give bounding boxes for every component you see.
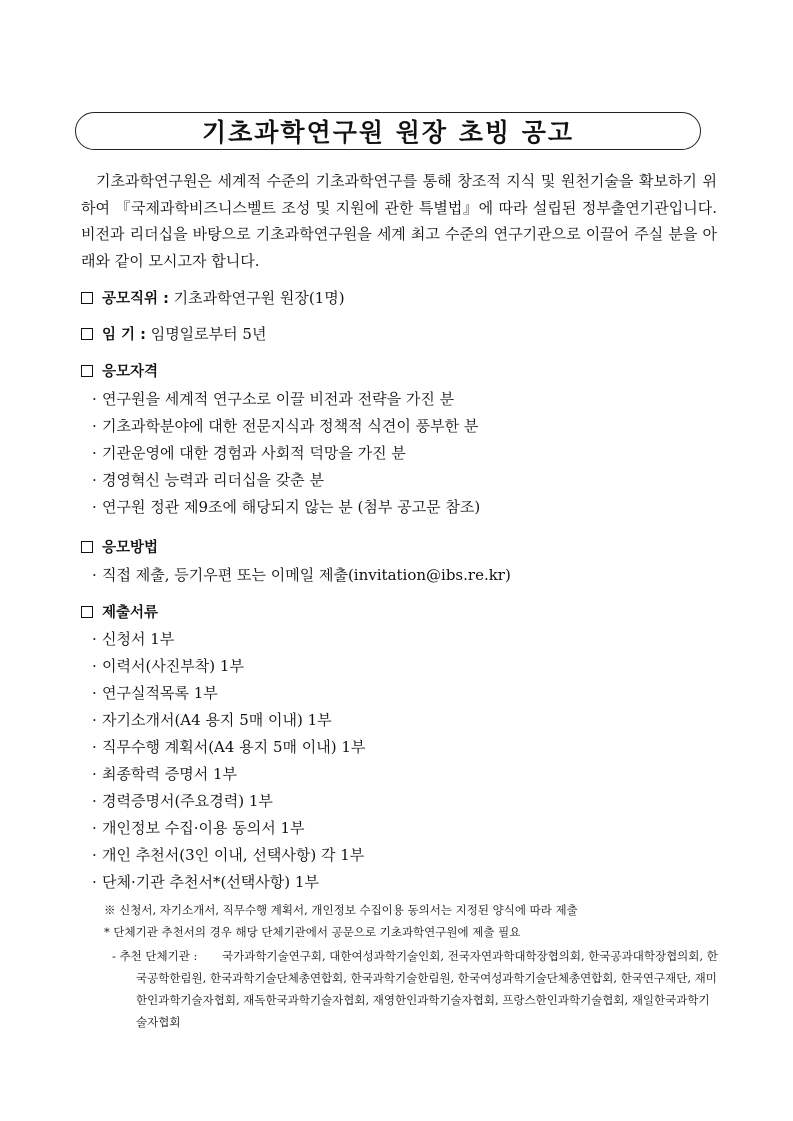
list-item: · 경영혁신 능력과 리더십을 갖춘 분 — [92, 471, 324, 489]
checkbox-square-icon — [81, 606, 93, 618]
list-item: · 경력증명서(주요경력) 1부 — [92, 792, 273, 810]
list-item: · 기초과학분야에 대한 전문지식과 정책적 식견이 풍부한 분 — [92, 417, 479, 435]
list-item: · 직접 제출, 등기우편 또는 이메일 제출(invitation@ibs.re.kr) — [92, 566, 511, 584]
title-banner — [75, 112, 701, 150]
list-item: · 연구원을 세계적 연구소로 이끌 비전과 전략을 가진 분 — [92, 390, 455, 408]
checkbox-square-icon — [81, 292, 93, 304]
list-item: · 연구원 정관 제9조에 해당되지 않는 분 (첨부 공고문 참조) — [92, 498, 481, 516]
term-label: 임 기 : — [102, 327, 146, 343]
documents-label: 제출서류 — [102, 605, 159, 621]
list-item: · 연구실적목록 1부 — [92, 684, 218, 702]
section-term — [81, 324, 266, 345]
section-documents — [81, 602, 158, 623]
checkbox-square-icon — [81, 541, 93, 553]
list-item: · 이력서(사진부착) 1부 — [92, 657, 244, 675]
list-item: · 신청서 1부 — [92, 630, 175, 648]
list-item: · 자기소개서(A4 용지 5매 이내) 1부 — [92, 711, 332, 729]
page-title: 기초과학연구원 원장 초빙 공고 — [201, 118, 575, 147]
position-label: 공모직위 : — [102, 291, 169, 307]
intro-paragraph: 기초과학연구원은 세계적 수준의 기초과학연구를 통해 창조적 지식 및 원천기술을 확보하기 위하여 『국제과학비즈니스벨트 조성 및 지원에 관한 특별법』에 따라 설립된 정부출연기관입니다. 비전과 리더십을 바탕으로 기초과학연구원을 세계 최고 수준의 연구기관으로 이끌어 주실 분을 아래와 같이 모시고자 합니다. — [81, 172, 717, 270]
list-item: · 최종학력 증명서 1부 — [92, 765, 238, 783]
section-qualifications — [81, 361, 158, 382]
section-method — [81, 537, 158, 558]
method-label: 응모방법 — [102, 540, 159, 556]
position-value: 기초과학연구원 원장(1명) — [173, 289, 345, 307]
list-item: · 개인 추천서(3인 이내, 선택사항) 각 1부 — [92, 846, 365, 864]
agencies-list: 국가과학기술연구회, 대한여성과학기술인회, 전국자연과학대학장협의회, 한국공과대학장협의회, 한국공학한림원, 한국과학기술단체총연합회, 한국과학기술한림원, 한국여성과학기술단체총연합회, 한국연구재단, 재미한인과학기술자협회, 재독한국과학기술자협회, 재영한인과학기술자협회, 프랑스한인과학기술협회, 재일한국과학기술자협회 — [136, 949, 718, 1029]
recommending-agencies — [112, 945, 720, 1033]
agencies-prefix: - 추천 단체기관 : — [112, 949, 198, 963]
checkbox-square-icon — [81, 365, 93, 377]
checkbox-square-icon — [81, 328, 93, 340]
list-item: · 직무수행 계획서(A4 용지 5매 이내) 1부 — [92, 738, 366, 756]
list-item: · 기관운영에 대한 경험과 사회적 덕망을 가진 분 — [92, 444, 406, 462]
org-recommendation-note: * 단체기관 추천서의 경우 해당 단체기관에서 공문으로 기초과학연구원에 제출 필요 — [104, 925, 521, 939]
forms-note: ※ 신청서, 자기소개서, 직무수행 계획서, 개인정보 수집이용 동의서는 지정된 양식에 따라 제출 — [104, 903, 578, 917]
section-position — [81, 288, 345, 309]
qualifications-label: 응모자격 — [102, 364, 159, 380]
list-item: · 개인정보 수집·이용 동의서 1부 — [92, 819, 305, 837]
term-value: 임명일로부터 5년 — [150, 325, 267, 343]
list-item: · 단체·기관 추천서*(선택사항) 1부 — [92, 873, 319, 891]
